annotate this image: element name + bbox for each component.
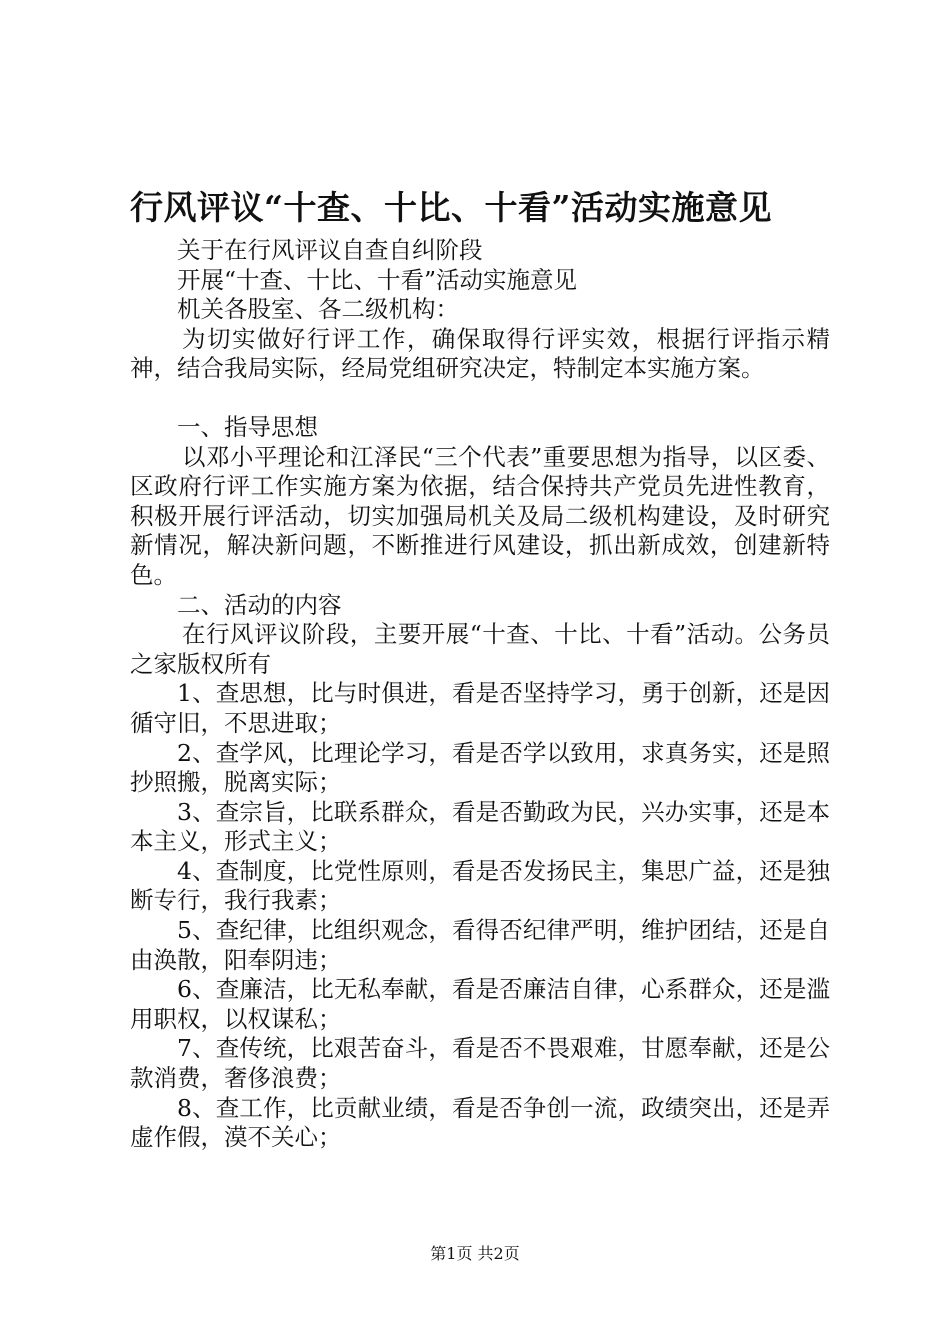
document-body	[130, 236, 830, 1153]
section-2-title: 二、活动的内容	[177, 590, 342, 619]
list-item: 7、查传统，比艰苦奋斗，看是否不畏艰难，甘愿奉献，还是公款消费，奢侈浪费；	[130, 1034, 830, 1093]
paragraph-gap	[130, 384, 830, 413]
intro-paragraph: 为切实做好行评工作，确保取得行评实效，根据行评指示精神，结合我局实际，经局党组研究决定，特制定本实施方案。	[130, 324, 830, 383]
list-item: 1、查思想，比与时俱进，看是否坚持学习，勇于创新，还是因循守旧，不思进取；	[130, 679, 830, 737]
heading-line-1: 关于在行风评议自查自纠阶段	[177, 236, 483, 264]
addressee: 机关各股室、各二级机构：	[177, 295, 459, 324]
section-2-intro: 在行风评议阶段，主要开展“十查、十比、十看”活动。公务员之家版权所有	[130, 620, 830, 678]
list-item: 8、查工作，比贡献业绩，看是否争创一流，政绩突出，还是弄虚作假，漠不关心；	[130, 1093, 830, 1152]
list-item: 5、查纪律，比组织观念，看得否纪律严明，维护团结，还是自由涣散，阳奉阴违；	[130, 916, 830, 974]
list-item: 6、查廉洁，比无私奉献，看是否廉洁自律，心系群众，还是滥用职权，以权谋私；	[130, 975, 830, 1033]
section-1-title: 一、指导思想	[177, 412, 318, 441]
section-1-body: 以邓小平理论和江泽民“三个代表”重要思想为指导，以区委、区政府行评工作实施方案为依据，结合保持共产党员先进性教育，积极开展行评活动，切实加强局机关及局二级机构建设，及时研究新情况，解决新问题，不断推进行风建设，抓出新成效，创建新特色。	[130, 442, 830, 589]
document-title: 行风评议“十查、十比、十看”活动实施意见	[130, 188, 772, 227]
heading-line-2: 开展“十查、十比、十看”活动实施意见	[177, 265, 578, 294]
list-item: 4、查制度，比党性原则，看是否发扬民主，集思广益，还是独断专行，我行我素；	[130, 856, 830, 915]
page-footer: 第1页 共2页	[430, 1244, 520, 1263]
list-item: 2、查学风，比理论学习，看是否学以致用，求真务实，还是照抄照搬，脱离实际；	[130, 738, 830, 797]
list-item: 3、查宗旨，比联系群众，看是否勤政为民，兴办实事，还是本本主义，形式主义；	[130, 797, 830, 856]
